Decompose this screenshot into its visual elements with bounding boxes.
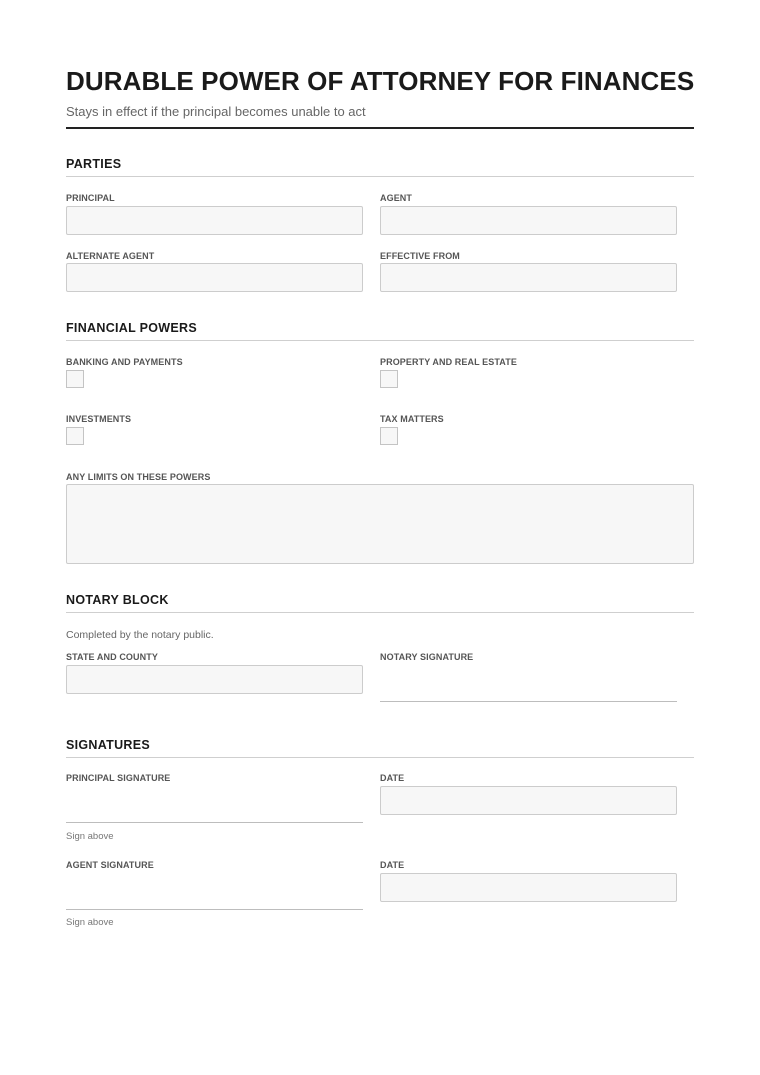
notary-note: Completed by the notary public. xyxy=(66,629,214,641)
limits-textarea[interactable] xyxy=(66,484,694,564)
state-county-field[interactable] xyxy=(66,665,363,694)
principal-signature-line[interactable] xyxy=(66,822,363,823)
agent-field[interactable] xyxy=(380,206,677,235)
tax-matters-checkbox[interactable] xyxy=(380,427,398,445)
agent-label: AGENT xyxy=(380,193,412,203)
agent-sign-hint: Sign above xyxy=(66,917,114,928)
section-divider-signatures xyxy=(66,757,694,758)
alternate-agent-label: ALTERNATE AGENT xyxy=(66,251,155,261)
tax-matters-label: TAX MATTERS xyxy=(380,414,444,424)
principal-date-field[interactable] xyxy=(380,786,677,815)
agent-signature-line[interactable] xyxy=(66,909,363,910)
section-divider-parties xyxy=(66,176,694,177)
effective-from-field[interactable] xyxy=(380,263,677,292)
property-real-estate-label: PROPERTY AND REAL ESTATE xyxy=(380,357,517,367)
notary-signature-line[interactable] xyxy=(380,701,677,702)
agent-signature-label: AGENT SIGNATURE xyxy=(66,860,154,870)
title-divider xyxy=(66,127,694,129)
notary-signature-label: NOTARY SIGNATURE xyxy=(380,652,474,662)
principal-date-label: DATE xyxy=(380,773,405,783)
principal-label: PRINCIPAL xyxy=(66,193,115,203)
agent-date-label: DATE xyxy=(380,860,405,870)
limits-label: ANY LIMITS ON THESE POWERS xyxy=(66,472,211,482)
principal-field[interactable] xyxy=(66,206,363,235)
banking-payments-checkbox[interactable] xyxy=(66,370,84,388)
investments-checkbox[interactable] xyxy=(66,427,84,445)
principal-sign-hint: Sign above xyxy=(66,831,114,842)
effective-from-label: EFFECTIVE FROM xyxy=(380,251,460,261)
section-divider-notary xyxy=(66,612,694,613)
agent-date-field[interactable] xyxy=(380,873,677,902)
principal-signature-label: PRINCIPAL SIGNATURE xyxy=(66,773,171,783)
property-real-estate-checkbox[interactable] xyxy=(380,370,398,388)
section-heading-financial-powers: FINANCIAL POWERS xyxy=(66,321,197,335)
investments-label: INVESTMENTS xyxy=(66,414,132,424)
section-heading-parties: PARTIES xyxy=(66,157,122,171)
document-subtitle: Stays in effect if the principal becomes unable to act xyxy=(66,104,366,119)
banking-payments-label: BANKING AND PAYMENTS xyxy=(66,357,183,367)
section-heading-notary: NOTARY BLOCK xyxy=(66,593,169,607)
section-heading-signatures: SIGNATURES xyxy=(66,738,151,752)
section-divider-financial-powers xyxy=(66,340,694,341)
alternate-agent-field[interactable] xyxy=(66,263,363,292)
document-title: DURABLE POWER OF ATTORNEY FOR FINANCES xyxy=(66,66,695,96)
state-county-label: STATE AND COUNTY xyxy=(66,652,158,662)
